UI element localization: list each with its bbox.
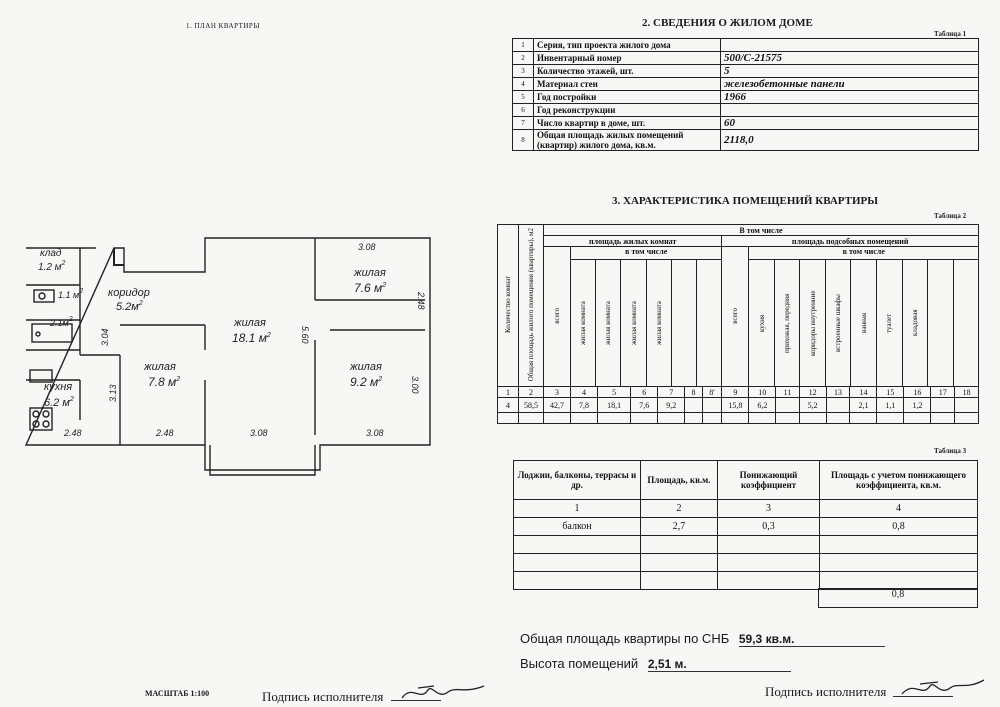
t2-col-all-aux: всего [731, 307, 740, 324]
summary-area-value: 59,3 кв.м. [739, 632, 885, 647]
t2-cell: 1,1 [877, 398, 904, 413]
t3-num-3: 3 [718, 500, 820, 518]
signature-mark-right [898, 674, 988, 702]
t2-cell: 5,2 [799, 398, 826, 413]
t2-blank-cell [702, 413, 722, 424]
house-info-value: 2118,0 [721, 130, 979, 151]
t2-blank-cell [597, 413, 630, 424]
t2-data-row [498, 398, 979, 413]
t2-blank-cell [826, 413, 850, 424]
summary-height-value: 2,51 м. [648, 657, 791, 672]
t2-col-total: Общая площадь жилого помещения (квартиры), м2 [527, 227, 535, 382]
t2-cell: 58,5 [519, 398, 544, 413]
house-info-num: 3 [513, 65, 534, 78]
house-info-label: Серия, тип проекта жилого дома [534, 39, 721, 52]
t2-cell: 4 [498, 398, 519, 413]
room-3-area: 7.6 $м^2$ [354, 281, 387, 295]
t3-cell [514, 536, 641, 554]
dim-r1-depth: 3.13 [108, 384, 118, 402]
section2-title: 2. СВЕДЕНИЯ О ЖИЛОМ ДОМЕ [642, 17, 813, 29]
t2-col-number: 9 [722, 387, 749, 398]
summary-height-label: Высота помещений [520, 656, 639, 671]
house-info-value [721, 39, 979, 52]
t3-cell [718, 572, 820, 590]
t3-row [514, 554, 978, 572]
t3-cell [718, 554, 820, 572]
house-info-row [513, 91, 979, 104]
dim-r2-depth: 5.60 [300, 326, 310, 344]
t2-blank-row [498, 413, 979, 424]
room-koridor-area: $5.2м^2$ [116, 300, 143, 313]
t2-col-number: 3 [544, 387, 571, 398]
house-info-num: 8 [513, 130, 534, 151]
dim-r4-depth: 3.00 [410, 376, 420, 394]
t2-blank-cell [658, 413, 685, 424]
t2-cell: 7,6 [631, 398, 658, 413]
t2-col-rooms: Количество комнат [504, 275, 512, 333]
house-info-row [513, 104, 979, 117]
dim-kitchen-width: 2.48 [64, 428, 82, 438]
room-2-name: жилая [234, 317, 266, 329]
room-wc-area: $2.1м^2$ [50, 316, 73, 328]
t2-cell: 42,7 [544, 398, 571, 413]
dim-r1-width: 2.48 [156, 428, 174, 438]
room-4-name: жилая [350, 361, 382, 373]
house-info-num: 6 [513, 104, 534, 117]
t3-cell [514, 572, 641, 590]
table3-label: Таблица 3 [934, 447, 967, 455]
t2-col-kitchen: кухня [757, 314, 766, 332]
house-info-row [513, 78, 979, 91]
t3-cell [514, 554, 641, 572]
house-info-row [513, 39, 979, 52]
t2-col-number: 6 [631, 387, 658, 398]
t2-h-sub-aux: в том числе [749, 247, 978, 260]
table1-label: Таблица 1 [934, 30, 967, 38]
t2-col-number: 7 [658, 387, 685, 398]
t2-cell: 18,1 [597, 398, 630, 413]
t3-cell [641, 554, 718, 572]
t3-total: 0,8 [818, 588, 978, 608]
section3-title: 3. ХАРАКТЕРИСТИКА ПОМЕЩЕНИЙ КВАРТИРЫ [612, 195, 879, 207]
t2-col-all-living: всего [553, 307, 561, 324]
t3-cell [718, 536, 820, 554]
room-bath-area: 1.1 $м^2$ [58, 288, 84, 300]
floor-plan [20, 230, 440, 480]
t2-col-number: 1 [498, 387, 519, 398]
t2-col-number: 8' [702, 387, 722, 398]
t2-col-storage: кладовая [910, 309, 919, 337]
t2-col-closet: встроенные шкафы [834, 294, 843, 352]
t2-h-incl: В том числе [544, 225, 979, 236]
dim-corr-depth: 3.04 [100, 328, 110, 346]
t2-col-number: 17 [931, 387, 955, 398]
room-1-area: 7.8 $м^2$ [148, 375, 181, 389]
room-1-name: жилая [144, 361, 176, 373]
house-info-label: Общая площадь жилых помещений (квартир) жилого дома, кв.м. [534, 130, 721, 151]
t3-h-coef: Понижающий коэффициент [718, 461, 820, 500]
dim-r3-width: 3.08 [358, 242, 376, 252]
t3-cell: 2,7 [641, 518, 718, 536]
room-3-name: жилая [354, 267, 386, 279]
signature-label-left: Подпись исполнителя [262, 689, 384, 704]
room-2-area: 18.1 $м^2$ [232, 331, 271, 345]
house-info-row [513, 65, 979, 78]
t2-cell: 15,8 [722, 398, 749, 413]
t2-cell: 2,1 [850, 398, 877, 413]
t3-row [514, 518, 978, 536]
house-info-value: железобетонные панели [721, 78, 979, 91]
t2-col-number: 8 [685, 387, 702, 398]
t2-blank-cell [904, 413, 931, 424]
house-info-num: 5 [513, 91, 534, 104]
t2-blank-cell [776, 413, 799, 424]
house-info-value: 60 [721, 117, 979, 130]
t2-blank-cell [877, 413, 904, 424]
plan-header: 1. ПЛАН КВАРТИРЫ [186, 22, 260, 30]
house-info-num: 4 [513, 78, 534, 91]
t2-col-toilet: туалет [885, 313, 894, 333]
t2-blank-cell [685, 413, 702, 424]
t3-num-4: 4 [820, 500, 978, 518]
dim-r4-width: 3.08 [366, 428, 384, 438]
t3-cell [641, 536, 718, 554]
house-info-value [721, 104, 979, 117]
t2-col-number: 15 [877, 387, 904, 398]
t2-number-row [498, 387, 979, 398]
t2-blank-cell [799, 413, 826, 424]
t2-col-room3: жилая комната [629, 301, 638, 345]
room-klad-area: 1.2 $м^2$ [38, 260, 66, 273]
t3-cell [820, 572, 978, 590]
house-info-row [513, 117, 979, 130]
t3-cell: 0,8 [820, 518, 978, 536]
t2-h-sub-living: в том числе [571, 247, 721, 260]
house-info-value: 500/С-21575 [721, 52, 979, 65]
room-klad-name: клад [40, 248, 62, 259]
house-info-row [513, 52, 979, 65]
t2-cell [826, 398, 850, 413]
t2-col-number: 11 [776, 387, 799, 398]
balcony-table [513, 460, 978, 590]
house-info-label: Год постройки [534, 91, 721, 104]
house-info-value: 5 [721, 65, 979, 78]
room-kitchen-name: кухня [44, 381, 73, 393]
house-info-num: 7 [513, 117, 534, 130]
t3-h-reduced: Площадь с учетом понижающего коэффициента, кв.м. [820, 461, 978, 500]
t2-col-number: 16 [904, 387, 931, 398]
t2-blank-cell [498, 413, 519, 424]
t2-cell [685, 398, 702, 413]
t2-col-corr: коридоры внутренние [808, 290, 817, 356]
t2-col-number: 2 [519, 387, 544, 398]
t3-h-type: Лоджии, балконы, террасы и др. [514, 461, 641, 500]
t3-cell [820, 536, 978, 554]
t2-blank-cell [519, 413, 544, 424]
rooms-table [497, 224, 979, 424]
t2-cell: 9,2 [658, 398, 685, 413]
t2-blank-cell [722, 413, 749, 424]
table2-label: Таблица 2 [934, 212, 967, 220]
t2-cell: 6,2 [749, 398, 776, 413]
t2-blank-cell [571, 413, 598, 424]
dim-r3-depth: 2.48 [416, 292, 426, 310]
t2-cell: 1,2 [904, 398, 931, 413]
t3-row [514, 536, 978, 554]
t3-num-2: 2 [641, 500, 718, 518]
room-4-area: 9.2 $м^2$ [350, 375, 383, 389]
t2-cell [702, 398, 722, 413]
t2-col-number: 4 [571, 387, 598, 398]
house-info-label: Год реконструкции [534, 104, 721, 117]
t2-col-number: 14 [850, 387, 877, 398]
t2-blank-cell [931, 413, 955, 424]
t3-row [514, 572, 978, 590]
t2-blank-cell [631, 413, 658, 424]
t3-num-1: 1 [514, 500, 641, 518]
t2-col-number: 10 [749, 387, 776, 398]
house-info-label: Инвентарный номер [534, 52, 721, 65]
t2-col-number: 18 [955, 387, 979, 398]
t2-cell [776, 398, 799, 413]
t3-cell [820, 554, 978, 572]
t2-col-hall: прихожая, передняя [783, 293, 792, 353]
t2-col-number: 5 [597, 387, 630, 398]
scale-label: МАСШТАБ 1:100 [145, 689, 210, 698]
house-info-table [512, 38, 979, 151]
dim-r2-width: 3.08 [250, 428, 268, 438]
room-kitchen-area: 6.2 $м^2$ [44, 396, 74, 409]
house-info-num: 1 [513, 39, 534, 52]
house-info-label: Материал стен [534, 78, 721, 91]
summary-area-label: Общая площадь квартиры по СНБ [520, 631, 730, 646]
t2-col-room1: жилая комната [579, 301, 588, 345]
house-info-label: Число квартир в доме, шт. [534, 117, 721, 130]
t2-cell [931, 398, 955, 413]
signature-mark-left [398, 680, 488, 706]
t2-h-living: площадь жилых комнат [544, 236, 722, 247]
t2-blank-cell [544, 413, 571, 424]
t2-h-aux: площадь подсобных помещений [722, 236, 979, 247]
t2-col-bath: ванная [859, 312, 868, 334]
t2-col-number: 12 [799, 387, 826, 398]
t2-col-number: 13 [826, 387, 850, 398]
room-koridor-name: коридор [108, 287, 150, 299]
house-info-row [513, 130, 979, 151]
t3-cell [641, 572, 718, 590]
t2-blank-cell [955, 413, 979, 424]
house-info-value: 1966 [721, 91, 979, 104]
t2-col-room2: жилая комната [604, 301, 613, 345]
signature-label-right: Подпись исполнителя [765, 684, 887, 699]
t2-cell: 7,8 [571, 398, 598, 413]
t3-h-area: Площадь, кв.м. [641, 461, 718, 500]
t3-cell: балкон [514, 518, 641, 536]
house-info-label: Количество этажей, шт. [534, 65, 721, 78]
t2-cell [955, 398, 979, 413]
t2-blank-cell [749, 413, 776, 424]
t2-col-room4: жилая комната [654, 301, 663, 345]
house-info-num: 2 [513, 52, 534, 65]
t3-cell: 0,3 [718, 518, 820, 536]
t2-blank-cell [850, 413, 877, 424]
